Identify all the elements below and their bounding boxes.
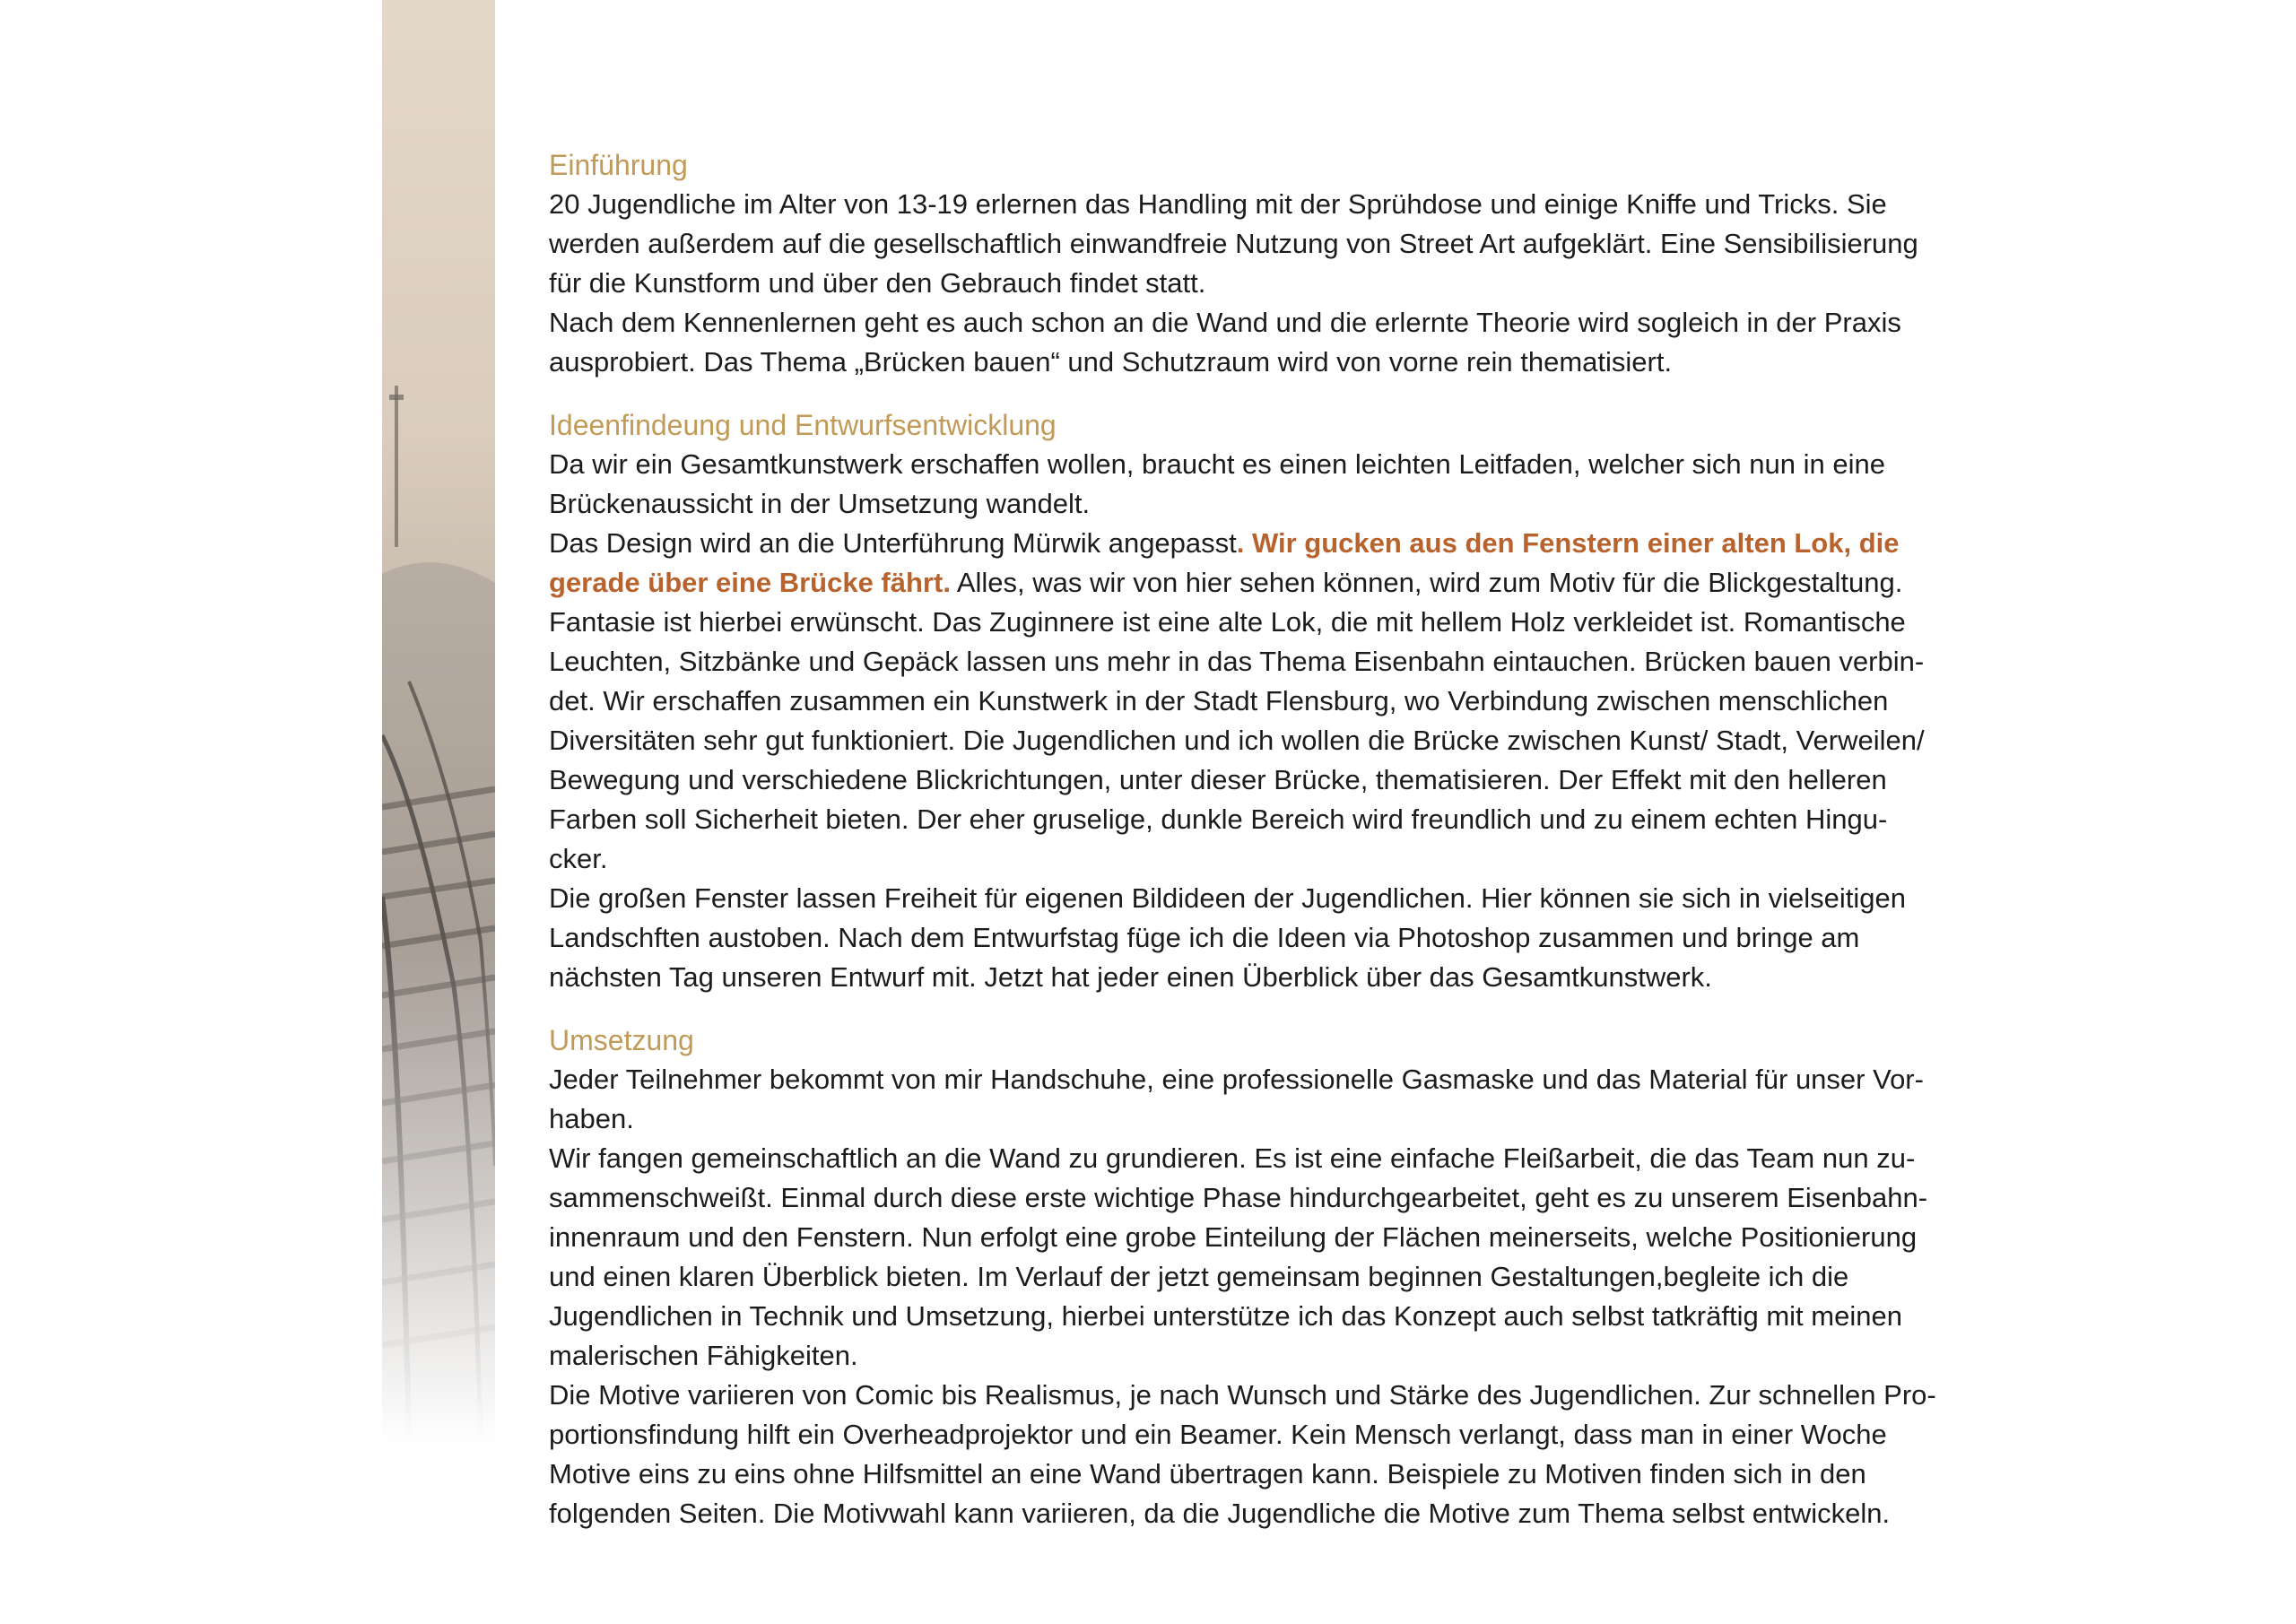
section-einfuehrung [549, 145, 2074, 382]
section-ideenfindung [549, 405, 2074, 997]
section-umsetzung [549, 1020, 2074, 1533]
paragraph: Die großen Fenster lassen Freiheit für eigenen Bildideen der Jugendlichen. Hier können sie sich in vielseitigen Landschften austoben. Nach dem Entwurfstag füge ich die Ideen via Photoshop zusammen und bringe am nächsten Tag unseren Entwurf mit. Jetzt hat jeder einen Überblick über das Gesamtkunstwerk. [549, 882, 1906, 993]
section-heading: Einführung [549, 149, 688, 181]
highlighted-text: . Wir gucken aus den Fenstern einer alten Lok, die gerade über eine Brücke fährt. [549, 527, 1900, 598]
paragraph-text: Das Design wird an die Unterführung Mürwik angepasst [549, 527, 1237, 559]
section-heading: Ideenfindeung und Entwurfsentwicklung [549, 409, 1057, 441]
paragraph: Nach dem Kennenlernen geht es auch schon an die Wand und die erlernte Theorie wird sogleich in der Praxis ausprobiert. Das Thema „Brücken bauen“ und Schutzraum wird von vorne rein thematisiert. [549, 307, 1901, 378]
paragraph: Wir fangen gemeinschaftlich an die Wand zu grundieren. Es ist eine einfache Fleißarbeit, die das Team nun zu- sammenschweißt. Einmal durch diese erste wichtige Phase hindurchgearbeitet, geht es zu unserem Eisenbahn- innenraum und den Fenstern. Nun erfolgt eine grobe Einteilung der Flächen meinerseits, welche Positionierung und einen klaren Überblick bieten. Im Verlauf der jetzt gemeinsam beginnen Gestaltungen,begleite ich die Jugendlichen in Technik und Umsetzung, hierbei unterstütze ich das Konzept auch selbst tatkräftig mit meinen malerischen Fähigkeiten. [549, 1142, 1928, 1371]
document-body [549, 145, 2074, 1557]
paragraph: Da wir ein Gesamtkunstwerk erschaffen wollen, braucht es einen leichten Leitfaden, welcher sich nun in eine Brückenaussicht in der Umsetzung wandelt. [549, 448, 1885, 519]
paragraph-text: Alles, was wir von hier sehen können, wird zum Motiv für die Blickgestaltung. Fantasie ist hierbei erwünscht. Das Zuginnere ist eine alte Lok, die mit hellem Holz verkleidet ist. Romantische Leuchten, Sitzbänke und Gepäck lassen uns mehr in das Thema Eisenbahn eintauchen. Brücken bauen verbin- det. Wir erschaffen zusammen ein Kunstwerk in der Stadt Flensburg, wo Verbindung zwischen menschlichen Diversitäten sehr gut funktioniert. Die Jugendlichen und ich wollen die Brücke zwischen Kunst/ Stadt, Verweilen/ Bewegung und verschiedene Blickrichtungen, unter dieser Brücke, thematisieren. Der Effekt mit den helleren Farben soll Sicherheit bieten. Der eher gruselige, dunkle Bereich wird freundlich und zu einem echten Hingu- cker. [549, 567, 1925, 874]
railway-photo-strip [382, 0, 495, 1444]
paragraph: 20 Jugendliche im Alter von 13-19 erlernen das Handling mit der Sprühdose und einige Kniffe und Tricks. Sie werden außerdem auf die gesellschaftlich einwandfreie Nutzung von Street Art aufgeklärt. Eine Sensibilisierung für die Kunstform und über den Gebrauch findet statt. [549, 188, 1918, 299]
paragraph: Jeder Teilnehmer bekommt von mir Handschuhe, eine professionelle Gasmaske und das Material für unser Vor- haben. [549, 1064, 1924, 1134]
section-heading: Umsetzung [549, 1024, 694, 1056]
paragraph-with-highlight [549, 524, 2074, 879]
paragraph: Die Motive variieren von Comic bis Realismus, je nach Wunsch und Stärke des Jugendlichen. Zur schnellen Pro- portionsfindung hilft ein Overheadprojektor und ein Beamer. Kein Mensch verlangt, dass man in einer Woche Motive eins zu eins ohne Hilfsmittel an eine Wand übertragen kann. Beispiele zu Motiven finden sich in den folgenden Seiten. Die Motivwahl kann variieren, da die Jugendliche die Motive zum Thema selbst entwickeln. [549, 1379, 1936, 1529]
